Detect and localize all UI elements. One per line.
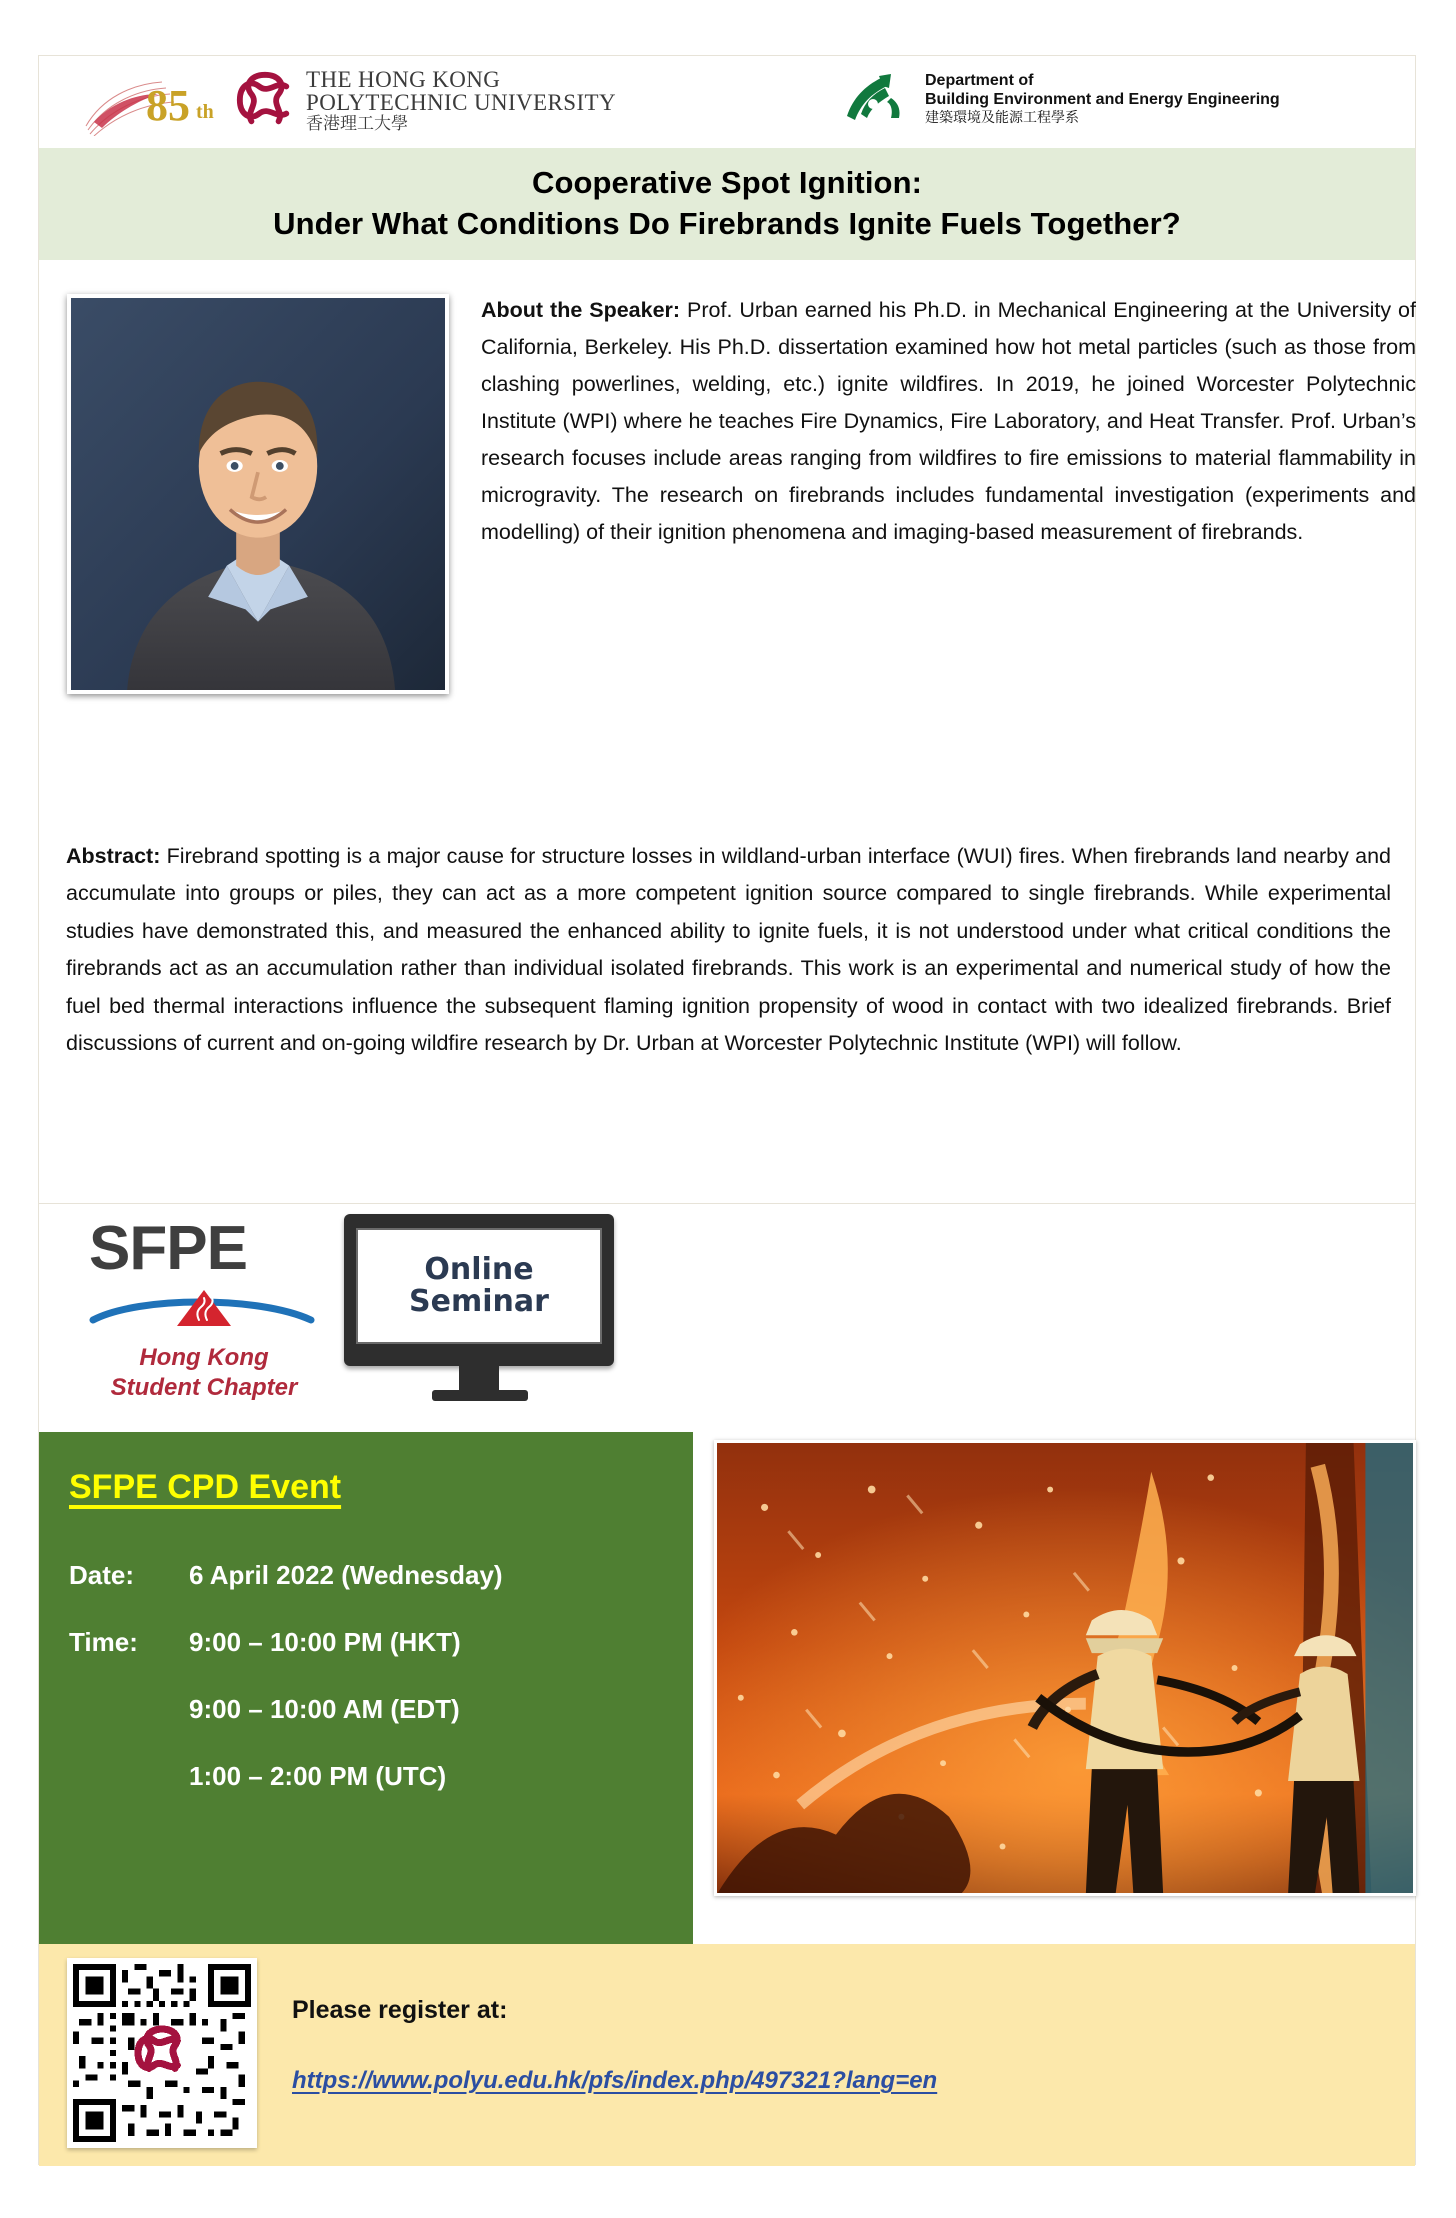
- event-row-time-edt: [69, 1694, 669, 1725]
- poster-header: [39, 56, 1415, 148]
- online-seminar-monitor-graphic: [344, 1214, 614, 1414]
- monitor-screen: [356, 1228, 602, 1344]
- event-detail-rows: [69, 1560, 669, 1828]
- sfpe-flame-swoosh-icon: [89, 1276, 319, 1334]
- event-label-blank-utc: [69, 1761, 189, 1792]
- polyu-name-line2: POLYTECHNIC UNIVERSITY: [306, 89, 616, 115]
- event-value-time-utc: 1:00 – 2:00 PM (UTC): [189, 1761, 447, 1791]
- monitor-text-line1: Online: [424, 1251, 534, 1287]
- sfpe-branding-band: [39, 1204, 1415, 1430]
- speaker-photo: [67, 294, 449, 694]
- event-value-time-edt: 9:00 – 10:00 AM (EDT): [189, 1694, 460, 1724]
- speaker-bio-text: Prof. Urban earned his Ph.D. in Mechanical Engineering at the University of California, Berkeley. His Ph.D. dissertation examined how hot metal particles (such as those from clashing powerlines, welding, etc.) ignite wildfires. In 2019, he joined Worcester Polytechnic Institute (WPI) where he teaches Fire Dynamics, Fire Laboratory, and Heat Transfer. Prof. Urban’s research focuses include areas ranging from wildfires to fire emissions to material flammability in microgravity. The research on firebrands includes fundamental investigation (experiments and modelling) of their ignition phenomena and imaging-based measurement of firebrands.: [481, 298, 1416, 544]
- sfpe-sub-line2: Student Chapter: [110, 1374, 298, 1402]
- event-label-blank-edt: [69, 1694, 189, 1725]
- svg-text:85: 85: [146, 81, 190, 130]
- sfpe-sub-line1: Hong Kong: [139, 1344, 269, 1371]
- monitor-stand-base: [432, 1390, 528, 1401]
- wildfire-photo: [714, 1440, 1416, 1896]
- department-line-chinese: 建築環境及能源工程學系: [925, 109, 1079, 126]
- department-line2: Building Environment and Energy Engineering: [925, 90, 1280, 108]
- svg-text:th: th: [196, 101, 214, 123]
- abstract-text: Firebrand spotting is a major cause for structure losses in wildland-urban interface (WUI) fires. When firebrands land nearby and accumulate into groups or piles, they can act as a more competent ignition source compared to single firebrands. While experimental studies have demonstrated this, and measured the enhanced ability to ignite fuels, it is not understood under what critical conditions the firebrands act as an accumulation rather than individual isolated firebrands. This work is an experimental and numerical study of how the fuel bed thermal interactions influence the subsequent flaming ignition propensity of wood in contact with two idealized firebrands. Brief discussions of current and on-going wildfire research by Dr. Urban at Worcester Polytechnic Institute (WPI) will follow.: [66, 844, 1391, 1056]
- event-row-time-hkt: [69, 1627, 669, 1658]
- event-details-block: [39, 1432, 693, 1944]
- sfpe-hk-student-chapter-logo: [89, 1214, 319, 1408]
- abstract-section: [66, 838, 1391, 1062]
- event-row-time-utc: [69, 1761, 669, 1792]
- registration-qr-code[interactable]: [67, 1958, 257, 2148]
- event-row-date: [69, 1560, 669, 1591]
- polyu-logo: [84, 64, 616, 136]
- polyu-wordmark: [306, 68, 616, 133]
- registration-url-link[interactable]: https://www.polyu.edu.hk/pfs/index.php/497321?lang=en: [292, 2067, 938, 2094]
- polyu-knot-icon: [234, 69, 296, 131]
- monitor-bezel: [344, 1214, 614, 1366]
- seminar-title-line1: Cooperative Spot Ignition:: [531, 165, 923, 201]
- register-label: Please register at:: [292, 1996, 508, 2024]
- event-value-time-hkt: 9:00 – 10:00 PM (HKT): [189, 1627, 461, 1657]
- seminar-title-line2: Under What Conditions Do Firebrands Ignite Fuels Together?: [273, 206, 1181, 241]
- abstract-heading: Abstract:: [66, 844, 161, 868]
- monitor-text-line2: Seminar: [409, 1284, 549, 1319]
- title-banner: [39, 148, 1415, 260]
- event-title: SFPE CPD Event: [69, 1468, 342, 1506]
- polyu-name-chinese: 香港理工大學: [306, 113, 408, 134]
- sfpe-wordmark: SFPE: [89, 1214, 247, 1283]
- registration-band: [39, 1944, 1415, 2166]
- department-line1: Department of: [925, 71, 1034, 89]
- monitor-stand-neck: [459, 1366, 499, 1392]
- speaker-bio: [481, 292, 1416, 551]
- beee-emblem-icon: [839, 68, 911, 130]
- event-label-date: Date:: [69, 1560, 135, 1590]
- event-label-time: Time:: [69, 1627, 138, 1657]
- department-wordmark: [925, 72, 1280, 126]
- polyu-name-line1: THE HONG KONG: [306, 66, 501, 92]
- registration-text: [292, 1996, 937, 2095]
- event-value-date: 6 April 2022 (Wednesday): [189, 1560, 503, 1590]
- department-logo: [839, 68, 1280, 130]
- about-the-speaker-heading: About the Speaker:: [481, 298, 681, 322]
- 85th-anniversary-icon: [84, 64, 224, 136]
